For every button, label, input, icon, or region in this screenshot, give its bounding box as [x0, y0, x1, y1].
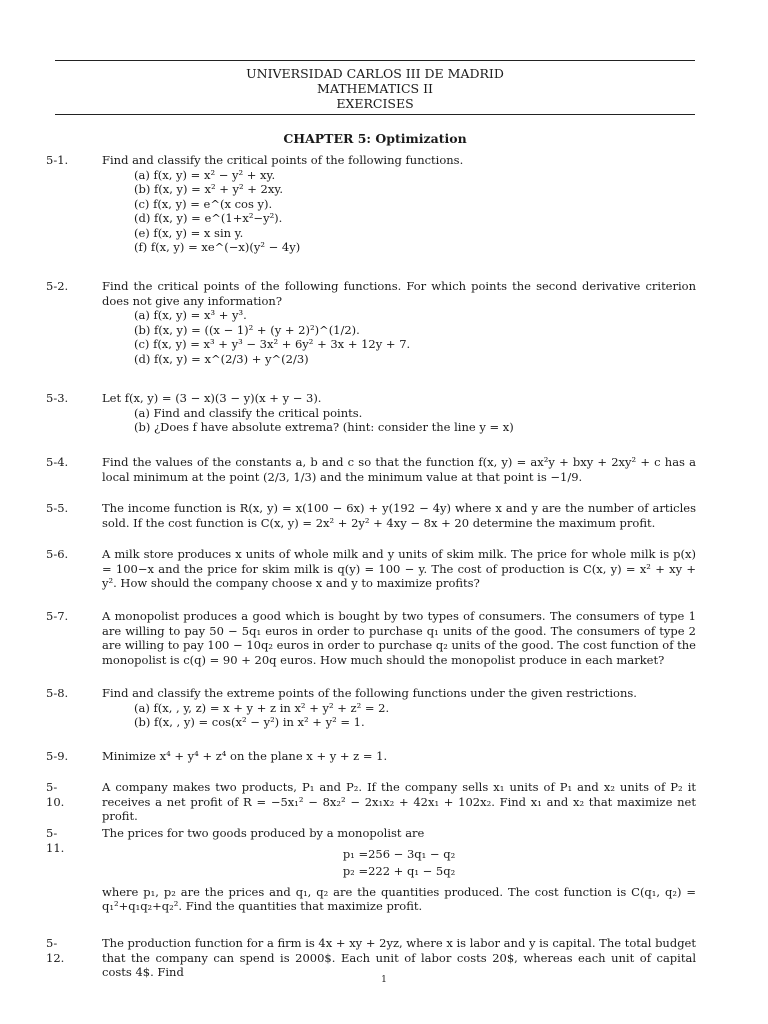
exercise-number: 5-9.	[46, 749, 69, 763]
university-name: UNIVERSIDAD CARLOS III DE MADRID	[246, 66, 504, 81]
exercise-item: (b) ¿Does f have absolute extrema? (hint: consider the line y = x)	[134, 420, 514, 434]
header-bottom-rule	[55, 114, 695, 115]
exercise-number: 5-1.	[46, 153, 69, 167]
exercise-text: where p₁, p₂ are the prices and q₁, q₂ are the quantities produced. The cost function is C(q₁, q₂) = q₁²+q₁q₂+q₂². Find the quantities that maximize profit.	[102, 884, 696, 913]
exercise-item: (c) f(x, y) = x³ + y³ − 3x² + 6y² + 3x + 12y + 7.	[134, 337, 411, 351]
exercise-number: 5-5.	[46, 501, 69, 515]
exercise-text: Let f(x, y) = (3 − x)(3 − y)(x + y − 3).	[102, 391, 322, 405]
exercise-number: 5-10.	[46, 780, 65, 809]
chapter-title: CHAPTER 5: Optimization	[283, 131, 467, 146]
exercise-item: (d) f(x, y) = e^(1+x²−y²).	[134, 211, 283, 225]
exercise-text: A milk store produces x units of whole milk and y units of skim milk. The price for whole milk is p(x) = 100−x and the price for skim milk is q(y) = 100 − y. The cost of production is C(x, y) = x² + xy + y². How should the company choose x and y to maximize profits?	[102, 547, 696, 590]
document-header	[55, 66, 695, 111]
exercise-item: (b) f(x, y) = x² + y² + 2xy.	[134, 182, 283, 196]
equation: p₁ =256 − 3q₁ − q₂	[342, 846, 456, 861]
document-type: EXERCISES	[336, 96, 414, 111]
exercise-number: 5-12.	[46, 936, 65, 965]
exercise-text: Find the critical points of the following functions. For which points the second derivative criterion does not give any information?	[102, 279, 696, 308]
exercise-item: (c) f(x, y) = e^(x cos y).	[134, 196, 273, 211]
exercise-5-7	[46, 609, 696, 667]
exercise-item: (b) f(x, y) = ((x − 1)² + (y + 2)²)^(1/2).	[134, 322, 360, 337]
exercise-5-5	[46, 501, 696, 530]
exercise-number: 5-4.	[46, 455, 69, 469]
page-number: 1	[381, 975, 387, 985]
exercise-5-4	[46, 455, 696, 484]
exercise-item: (a) f(x, y) = x³ + y³.	[134, 308, 247, 322]
exercise-number: 5-11.	[46, 826, 65, 855]
exercise-5-10	[46, 780, 696, 824]
exercise-item: (a) f(x, , y, z) = x + y + z in x² + y² + z² = 2.	[134, 700, 390, 715]
exercise-item: (d) f(x, y) = x^(2/3) + y^(2/3)	[134, 351, 309, 366]
exercise-5-12	[46, 936, 696, 980]
exercise-5-9	[46, 749, 696, 764]
exercise-text: The income function is R(x, y) = x(100 − 6x) + y(192 − 4y) where x and y are the number of articles sold. If the cost function is C(x, y) = 2x² + 2y² + 4xy − 8x + 20 determine the maximum profit.	[102, 501, 696, 530]
top-rule	[55, 60, 695, 61]
exercise-number: 5-3.	[46, 391, 69, 405]
exercise-5-11	[46, 826, 696, 914]
exercise-item: (b) f(x, , y) = cos(x² − y²) in x² + y² = 1.	[134, 715, 365, 729]
equation: p₂ =222 + q₁ − 5q₂	[342, 863, 456, 878]
course-name: MATHEMATICS II	[317, 81, 433, 96]
exercise-number: 5-8.	[46, 686, 69, 700]
exercise-text: Find and classify the critical points of the following functions.	[102, 153, 464, 167]
exercise-text: A monopolist produces a good which is bought by two types of consumers. The consumers of type 1 are willing to pay 50 − 5q₁ euros in order to purchase q₁ units of the good. The consumers of type 2 are willing to pay 100 − 10q₂ euros in order to purchase q₂ units of the good. The cost function of the monopolist is c(q) = 90 + 20q euros. How much should the monopolist produce in each market?	[102, 609, 696, 667]
exercise-text: Minimize x⁴ + y⁴ + z⁴ on the plane x + y + z = 1.	[102, 749, 388, 763]
exercise-text: Find the values of the constants a, b and c so that the function f(x, y) = ax²y + bxy + 2xy² + c has a local minimum at the point (2/3, 1/3) and the minimum value at that point is −1/9.	[102, 455, 696, 484]
exercise-number: 5-7.	[46, 609, 69, 623]
exercise-5-6	[46, 547, 696, 591]
exercise-number: 5-6.	[46, 547, 69, 561]
exercise-5-8	[46, 686, 696, 730]
exercise-item: (e) f(x, y) = x sin y.	[134, 225, 244, 240]
exercise-text: The prices for two goods produced by a monopolist are	[102, 826, 425, 840]
exercise-text: The production function for a firm is 4x + xy + 2yz, where x is labor and y is capital. The total budget that the company can spend is 2000$. Each unit of labor costs 20$, whereas each unit of capital costs 4$. Find	[102, 936, 696, 979]
exercise-text: Find and classify the extreme points of the following functions under the given restrictions.	[102, 686, 637, 700]
exercise-5-2	[46, 279, 696, 366]
exercise-text: A company makes two products, P₁ and P₂. If the company sells x₁ units of P₁ and x₂ units of P₂ it receives a net profit of R = −5x₁² − 8x₂² − 2x₁x₂ + 42x₁ + 102x₂. Find x₁ and x₂ that maximize net profit.	[102, 780, 696, 823]
exercise-item: (a) Find and classify the critical points.	[134, 405, 363, 420]
exercise-5-3	[46, 391, 696, 435]
exercise-5-1	[46, 153, 696, 255]
exercise-item: (a) f(x, y) = x² − y² + xy.	[134, 167, 276, 182]
price-equations	[102, 846, 696, 880]
exercise-item: (f) f(x, y) = xe^(−x)(y² − 4y)	[134, 240, 301, 254]
exercise-number: 5-2.	[46, 279, 69, 293]
